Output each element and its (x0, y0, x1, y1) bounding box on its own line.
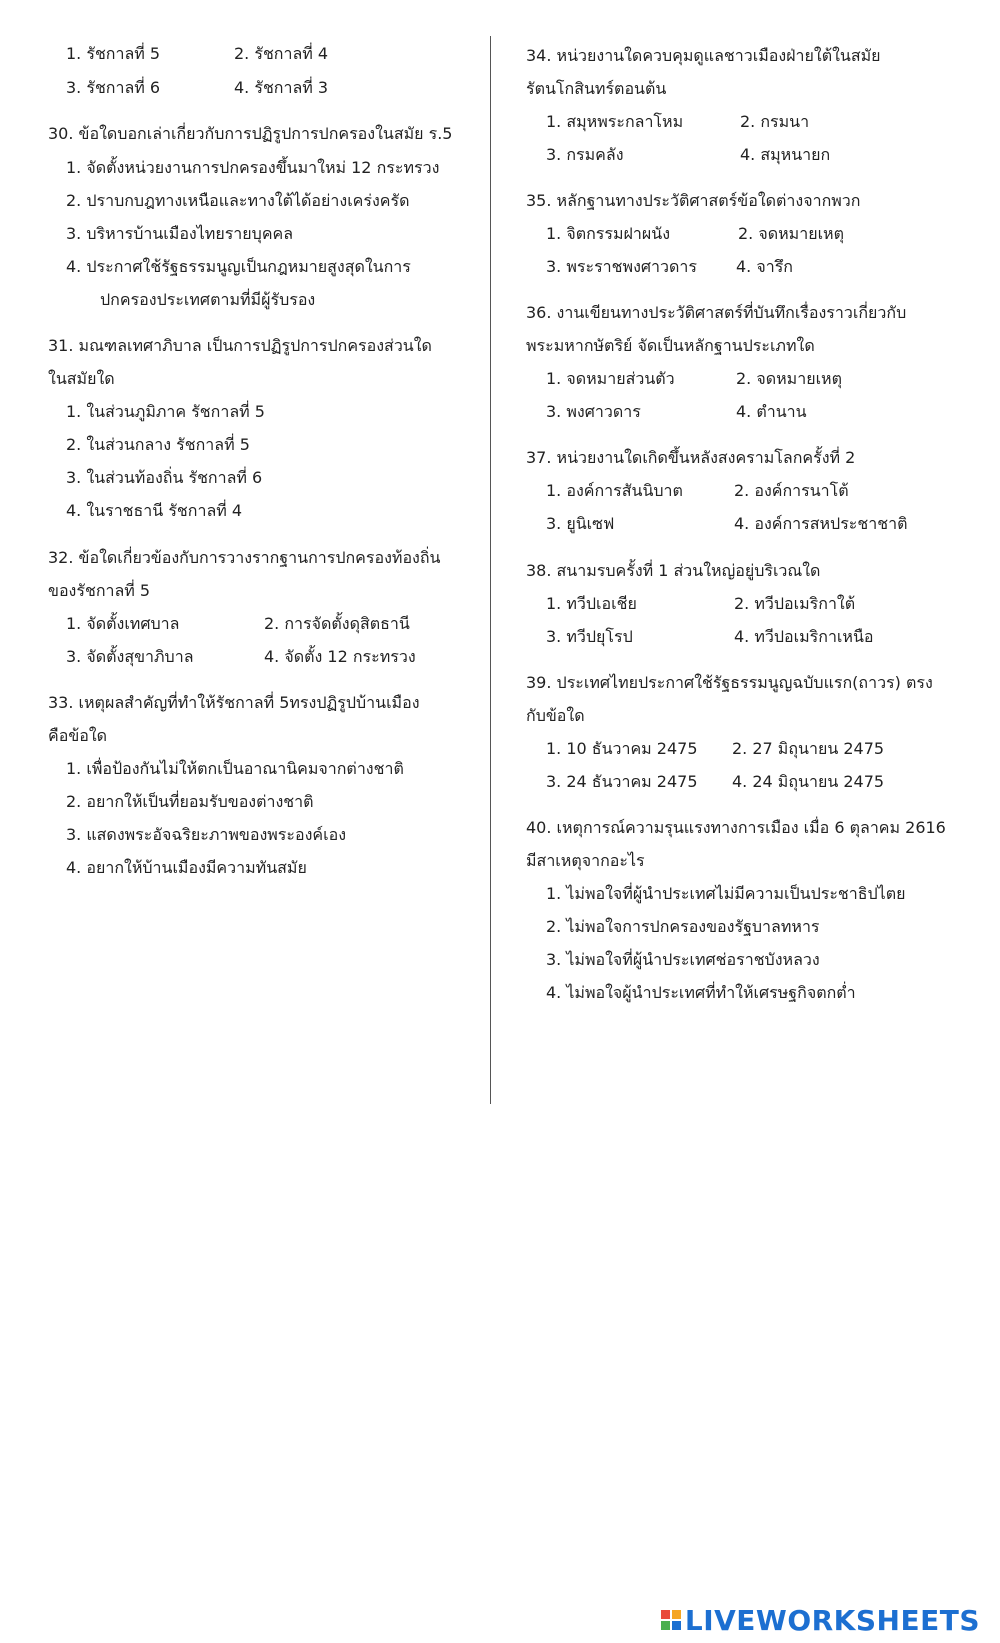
option-1[interactable]: 1. จัดตั้งหน่วยงานการปกครองขึ้นมาใหม่ 12 กระทรวง (66, 158, 440, 177)
option-1[interactable]: 1. จิตกรรมฝาผนัง (546, 224, 671, 243)
option-4[interactable]: 4. จารึก (736, 257, 793, 276)
option-4[interactable]: 4. อยากให้บ้านเมืองมีความทันสมัย (66, 858, 307, 877)
option-2[interactable]: 2. ปราบกบฎทางเหนือและทางใต้ได้อย่างเคร่งครัด (66, 191, 410, 210)
question-text-continued: ในสมัยใด (48, 369, 115, 388)
option-4[interactable]: 4. องค์การสหประชาชาติ (734, 514, 908, 533)
option-4[interactable]: 4. ประกาศใช้รัฐธรรมนูญเป็นกฎหมายสูงสุดในการ (66, 257, 411, 276)
option-2[interactable]: 2. ในส่วนกลาง รัชกาลที่ 5 (66, 435, 250, 454)
option-2[interactable]: 2. จดหมายเหตุ (738, 224, 844, 243)
logo-square-green (661, 1621, 670, 1630)
option-2[interactable]: 2. อยากให้เป็นที่ยอมรับของต่างชาติ (66, 792, 314, 811)
option-3[interactable]: 3. ในส่วนท้องถิ่น รัชกาลที่ 6 (66, 468, 263, 487)
option-2[interactable]: 2. จดหมายเหตุ (736, 369, 842, 388)
option-3[interactable]: 3. บริหารบ้านเมืองไทยรายบุคคล (66, 224, 294, 243)
option-1[interactable]: 1. สมุหพระกลาโหม (546, 112, 684, 131)
question-text: 36. งานเขียนทางประวัติศาสตร์ที่บันทึกเรื่องราวเกี่ยวกับ (526, 303, 907, 322)
option-4[interactable]: 4. ทวีปอเมริกาเหนือ (734, 627, 874, 646)
option-4[interactable]: 4. จัดตั้ง 12 กระทรวง (264, 647, 416, 666)
liveworksheets-logo[interactable] (661, 1603, 980, 1637)
question-text: 30. ข้อใดบอกเล่าเกี่ยวกับการปฏิรูปการปกครองในสมัย ร.5 (48, 124, 453, 143)
option-4[interactable]: 4. ตำนาน (736, 402, 807, 421)
option-4[interactable]: 4. 24 มิถุนายน 2475 (732, 772, 885, 791)
question-text: 35. หลักฐานทางประวัติศาสตร์ข้อใดต่างจากพวก (526, 191, 861, 210)
option-4-continued: ปกครองประเทศตามที่มีผู้รับรอง (100, 290, 316, 309)
option-1[interactable]: 1. องค์การสันนิบาต (546, 481, 683, 500)
option-4[interactable]: 4. ในราชธานี รัชกาลที่ 4 (66, 501, 243, 520)
option-1[interactable]: 1. รัชกาลที่ 5 (66, 44, 161, 63)
option-3[interactable]: 3. พงศาวดาร (546, 402, 641, 421)
option-3[interactable]: 3. ไม่พอใจที่ผู้นำประเทศช่อราชบังหลวง (546, 950, 820, 969)
question-text: 32. ข้อใดเกี่ยวข้องกับการวางรากฐานการปกครองท้องถิ่น (48, 548, 441, 567)
option-2[interactable]: 2. 27 มิถุนายน 2475 (732, 739, 885, 758)
question-text-continued: รัตนโกสินทร์ตอนต้น (526, 79, 667, 98)
option-1[interactable]: 1. จดหมายส่วนตัว (546, 369, 675, 388)
logo-square-blue (672, 1621, 681, 1630)
option-1[interactable]: 1. 10 ธันวาคม 2475 (546, 739, 698, 758)
option-1[interactable]: 1. จัดตั้งเทศบาล (66, 614, 180, 633)
option-3[interactable]: 3. รัชกาลที่ 6 (66, 78, 161, 97)
logo-square-orange (672, 1610, 681, 1619)
option-2[interactable]: 2. ทวีปอเมริกาใต้ (734, 594, 856, 613)
option-1[interactable]: 1. ในส่วนภูมิภาค รัชกาลที่ 5 (66, 402, 265, 421)
option-4[interactable]: 4. รัชกาลที่ 3 (234, 78, 329, 97)
option-3[interactable]: 3. พระราชพงศาวดาร (546, 257, 697, 276)
question-text: 31. มณฑลเทศาภิบาล เป็นการปฏิรูปการปกครองส่วนใด (48, 336, 432, 355)
option-3[interactable]: 3. ทวีปยุโรป (546, 627, 633, 646)
question-text-continued: มีสาเหตุจากอะไร (526, 851, 645, 870)
question-text: 39. ประเทศไทยประกาศใช้รัฐธรรมนูญฉบับแรก(ถาวร) ตรง (526, 673, 933, 692)
option-3[interactable]: 3. กรมคลัง (546, 145, 624, 164)
question-text-continued: คือข้อใด (48, 726, 108, 745)
option-4[interactable]: 4. ไม่พอใจผู้นำประเทศที่ทำให้เศรษฐกิจตกต่ำ (546, 983, 856, 1002)
question-text-continued: กับข้อใด (526, 706, 585, 725)
question-text-continued: ของรัชกาลที่ 5 (48, 581, 151, 600)
logo-mark-icon (661, 1610, 681, 1630)
question-text: 37. หน่วยงานใดเกิดขึ้นหลังสงครามโลกครั้งที่ 2 (526, 448, 856, 467)
logo-text: LIVEWORKSHEETS (684, 1603, 980, 1637)
logo-square-red (661, 1610, 670, 1619)
question-text: 40. เหตุการณ์ความรุนแรงทางการเมือง เมื่อ 6 ตุลาคม 2616 (526, 818, 946, 837)
column-divider (490, 36, 491, 1104)
option-2[interactable]: 2. รัชกาลที่ 4 (234, 44, 329, 63)
question-text: 33. เหตุผลสำคัญที่ทำให้รัชกาลที่ 5ทรงปฏิรูปบ้านเมือง (48, 693, 420, 712)
option-3[interactable]: 3. 24 ธันวาคม 2475 (546, 772, 698, 791)
option-3[interactable]: 3. แสดงพระอัจฉริยะภาพของพระองค์เอง (66, 825, 346, 844)
option-1[interactable]: 1. ไม่พอใจที่ผู้นำประเทศไม่มีความเป็นประชาธิปไตย (546, 884, 906, 903)
option-2[interactable]: 2. กรมนา (740, 112, 810, 131)
option-2[interactable]: 2. องค์การนาโต้ (734, 481, 849, 500)
option-3[interactable]: 3. ยูนิเซฟ (546, 514, 615, 533)
option-1[interactable]: 1. ทวีปเอเชีย (546, 594, 637, 613)
option-2[interactable]: 2. ไม่พอใจการปกครองของรัฐบาลทหาร (546, 917, 820, 936)
question-text: 38. สนามรบครั้งที่ 1 ส่วนใหญ่อยู่บริเวณใด (526, 561, 821, 580)
option-4[interactable]: 4. สมุหนายก (740, 145, 831, 164)
question-text: 34. หน่วยงานใดควบคุมดูแลชาวเมืองฝ่ายใต้ในสมัย (526, 46, 881, 65)
question-text-continued: พระมหากษัตริย์ จัดเป็นหลักฐานประเภทใด (526, 336, 815, 355)
option-1[interactable]: 1. เพื่อป้องกันไม่ให้ตกเป็นอาณานิคมจากต่างชาติ (66, 759, 404, 778)
option-3[interactable]: 3. จัดตั้งสุขาภิบาล (66, 647, 194, 666)
option-2[interactable]: 2. การจัดตั้งดุสิตธานี (264, 614, 410, 633)
